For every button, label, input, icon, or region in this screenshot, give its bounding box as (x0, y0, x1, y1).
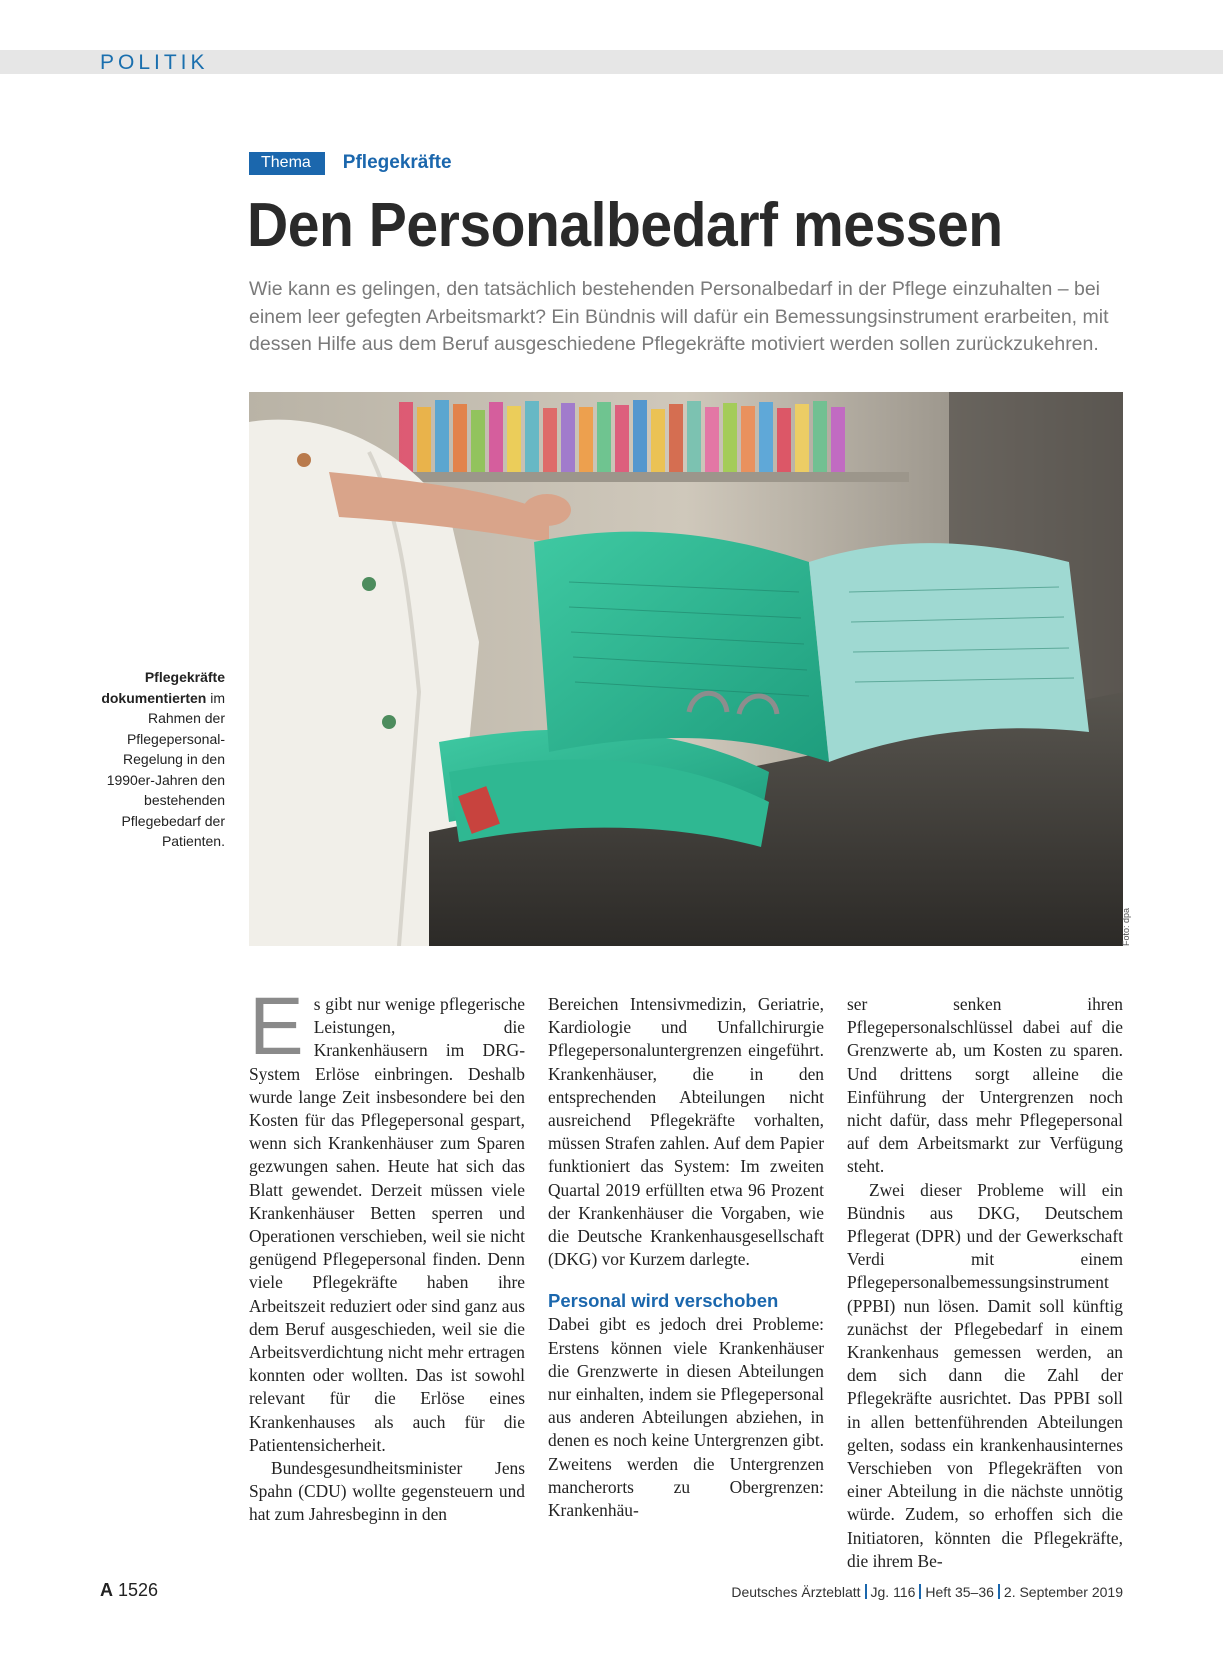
paragraph: s gibt nur wenige pflegerische Leistungen, die Krankenhäusern im DRG-System Erlöse einbringen. Deshalb wurde lange Zeit insbesondere bei den Kosten für das Pflegepersonal gespart, wenn sich Krankenhäuser zum Sparen gezwungen sahen. Heute hat sich das Blatt gewendet. Derzeit müssen viele Krankenhäuser Betten sperren und Operationen verschieben, weil sie nicht genügend Pflegepersonal finden. Denn viele Pflegekräfte haben ihre Arbeitszeit reduziert oder sind ganz aus dem Beruf ausgeschieden, weil sie die Arbeitsverdichtung nicht mehr ertragen konnten oder wollten. Das ist sowohl relevant für die Erlöse eines Krankenhauses als auch für die Patientensicherheit. (249, 994, 525, 1455)
drop-cap: E (249, 981, 304, 1072)
article-column-3 (847, 993, 1123, 1573)
caption-text: im Rahmen der Pflegepersonal-Regelung in den 1990er-Jahren den bestehenden Pflegebedarf der Patienten. (106, 689, 225, 849)
page-number-value: 1526 (118, 1580, 159, 1600)
subheading: Personal wird verschoben (548, 1290, 779, 1312)
separator (998, 1584, 1000, 1599)
article-headline: Den Personalbedarf messen (247, 191, 1003, 260)
paragraph: Zwei dieser Probleme will ein Bündnis aus DKG, Deutschem Pflegerat (DPR) und der Gewerkschaft Verdi mit einem Pflegepersonalbemessungsinstrument (PPBI) nun lösen. Damit soll künftig zunächst der Pflegebedarf in einem Krankenhaus gemessen werden, an dem sich dann die Zahl der Pflegekräfte ausrichtet. Das PPBI soll in allen bettenführenden Abteilungen gelten, sodass ein krankenhausinternes Verschieben von Pflegekräften von einer Abteilung in die nächste unnötig würde. Zudem, so erhoffen sich die Initiatoren, könnten die Pflegekräfte, die ihrem Be- (847, 1179, 1123, 1571)
separator (919, 1584, 921, 1599)
article-photo (249, 392, 1123, 946)
paragraph: Dabei gibt es jedoch drei Probleme: Erstens können viele Krankenhäuser die Grenzwerte in diesen Abteilungen nur einhalten, indem sie Pflegepersonal aus anderen Abteilungen abziehen, in denen es noch keine Untergrenzen gibt. Zweitens werden die Untergrenzen mancherorts zu Obergrenzen: Krankenhäu- (548, 1314, 824, 1521)
journal-name: Deutsches Ärzteblatt (731, 1584, 861, 1600)
paragraph: ser senken ihren Pflegepersonalschlüssel dabei auf die Grenzwerte ab, um Kosten zu sparen. Und drittens sorgt alleine die Einführung der Untergrenzen noch nicht dafür, dass mehr Pflegepersonal auf dem Arbeitsmarkt zur Verfügung steht. (847, 994, 1123, 1177)
separator (865, 1584, 867, 1599)
journal-date: 2. September 2019 (1003, 1584, 1123, 1600)
page-prefix: A (100, 1580, 113, 1600)
photo-credit: Foto: dpa (1121, 907, 1131, 946)
article-lead: Wie kann es gelingen, den tatsächlich bestehenden Personalbedarf in der Pflege einzuhalten – bei einem leer gefegten Arbeitsmarkt? Ein Bündnis will dafür ein Bemessungsinstrument erarbeiten, mit dessen Hilfe aus dem Beruf ausgeschiedene Pflegekräfte motiviert werden sollen zurückzukehren. (249, 278, 1109, 355)
article-column-2 (548, 993, 824, 1522)
article-column-1 (249, 981, 525, 1527)
paragraph: Bereichen Intensivmedizin, Geriatrie, Kardiologie und Unfallchirurgie Pflegepersonaluntergrenzen eingeführt. Krankenhäuser, die in den entsprechenden Abteilungen nicht ausreichend Pflegekräfte vorhalten, müssen Strafen zahlen. Auf dem Papier funktioniert das System: Im zweiten Quartal 2019 erfüllten etwa 96 Prozent der Krankenhäuser die Vorgaben, wie die Deutsche Krankenhausgesellschaft (DKG) vor Kurzem darlegte. (548, 994, 824, 1270)
journal-volume: Jg. 116 (870, 1584, 916, 1600)
topic-badge: Thema (249, 152, 325, 175)
photo-caption (95, 667, 225, 852)
journal-info (731, 1584, 1123, 1600)
nurse-binder-photo (249, 392, 1123, 946)
paragraph: Bundesgesundheitsminister Jens Spahn (CDU) wollte gegensteuern und hat zum Jahresbeginn in den (249, 1458, 525, 1525)
topic-title: Pflegekräfte (342, 152, 452, 173)
journal-issue: Heft 35–36 (925, 1584, 994, 1600)
caption-bold: Pflegekräfte dokumentierten (101, 669, 225, 706)
section-label: POLITIK (100, 51, 209, 74)
topic-line (249, 151, 452, 175)
page-number (100, 1580, 158, 1601)
